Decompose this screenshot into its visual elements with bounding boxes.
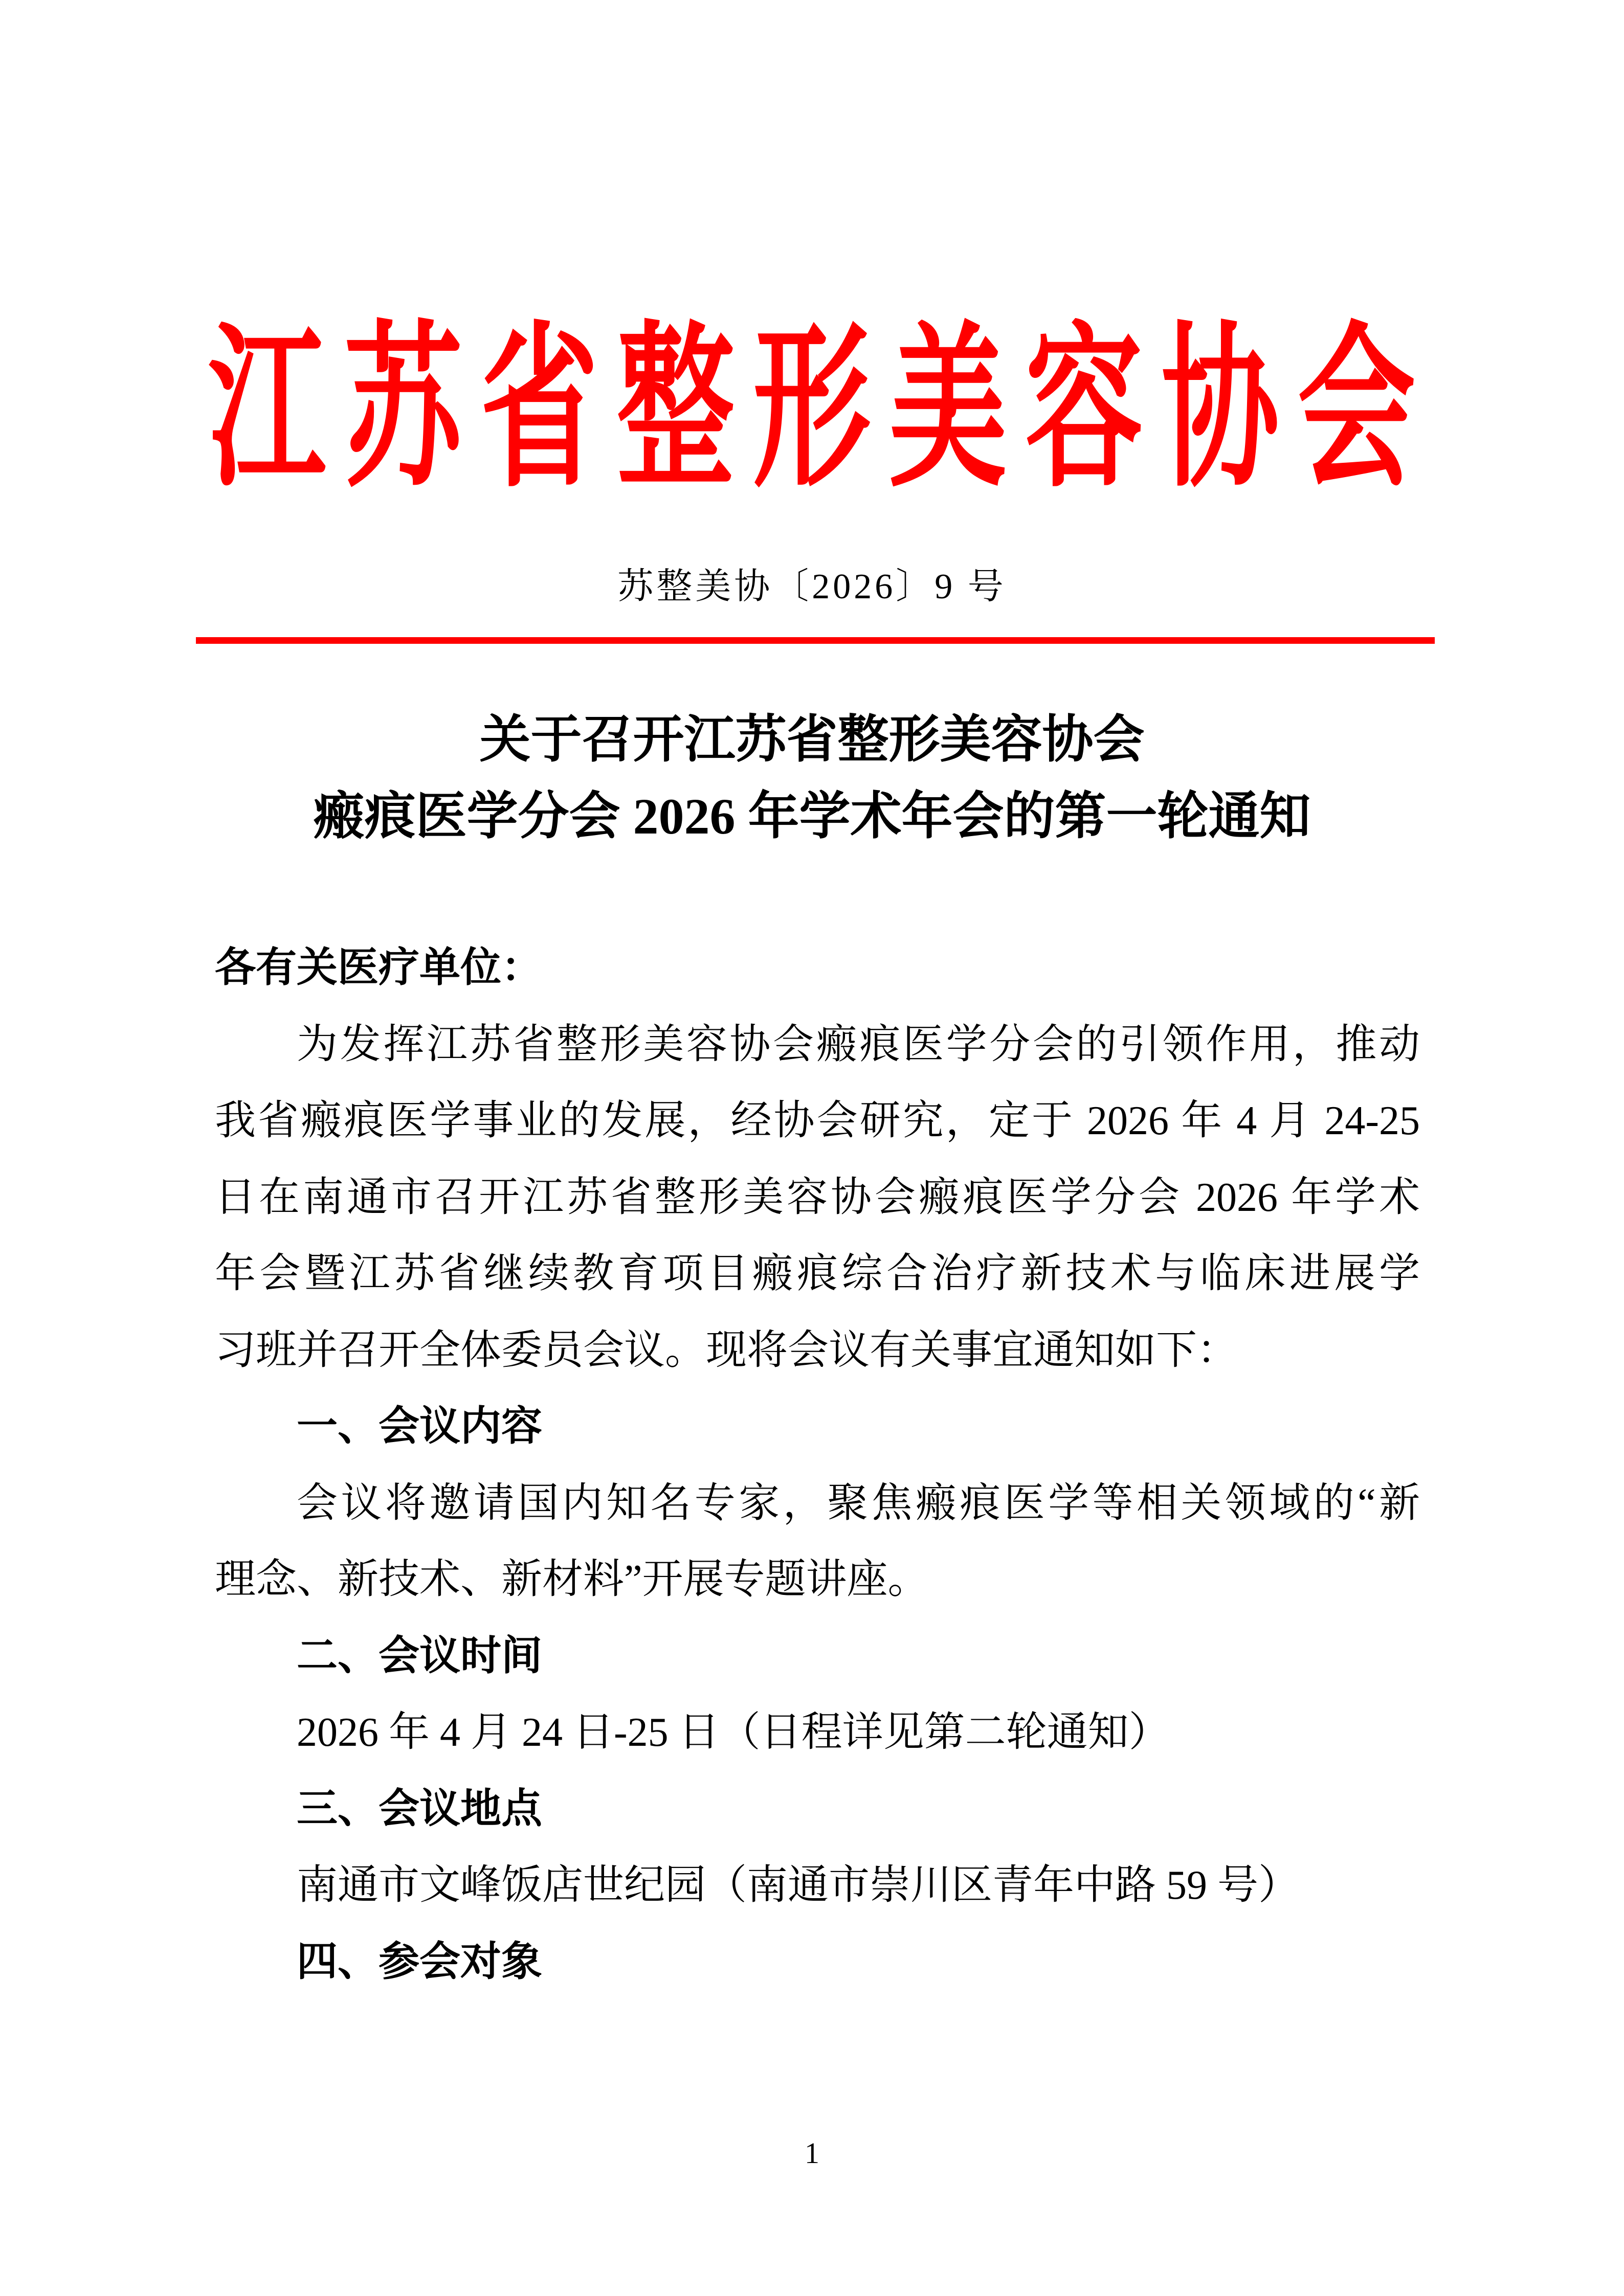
paragraph-line: 为发挥江苏省整形美容协会瘢痕医学分会的引领作用，推动 xyxy=(297,1022,1420,1067)
document-body xyxy=(215,930,1420,2000)
section-heading: 一、会议内容 xyxy=(297,1404,542,1449)
red-divider-line xyxy=(196,637,1435,644)
notice-title-line-2: 瘢痕医学分会 2026 年学术年会的第一轮通知 xyxy=(313,788,1311,845)
section-heading: 二、会议时间 xyxy=(297,1633,542,1679)
paragraph-line: 日在南通市召开江苏省整形美容协会瘢痕医学分会 2026 年学术 xyxy=(215,1175,1420,1220)
paragraph-line: 南通市文峰饭店世纪园（南通市崇川区青年中路 59 号） xyxy=(297,1863,1299,1908)
paragraph-line: 习班并召开全体委员会议。现将会议有关事宜通知如下： xyxy=(215,1327,1238,1373)
paragraph-line: 理念、新技术、新材料”开展专题讲座。 xyxy=(215,1557,929,1602)
notice-title xyxy=(0,702,1624,855)
doc-number: 苏整美协〔2026〕9 号 xyxy=(617,567,1007,606)
paragraph-line: 2026 年 4 月 24 日-25 日（日程详见第二轮通知） xyxy=(297,1710,1170,1755)
page-number: 1 xyxy=(805,2136,819,2170)
section-heading: 四、参会对象 xyxy=(297,1939,542,1985)
paragraph-line: 我省瘢痕医学事业的发展，经协会研究，定于 2026 年 4 月 24-25 xyxy=(215,1098,1420,1143)
org-title: 江苏省整形美容协会 xyxy=(208,312,1415,508)
paragraph-line: 会议将邀请国内知名专家，聚焦瘢痕医学等相关领域的“新 xyxy=(297,1480,1420,1526)
notice-title-line-1: 关于召开江苏省整形美容协会 xyxy=(479,711,1145,768)
salutation: 各有关医疗单位： xyxy=(215,946,542,991)
paragraph-line: 年会暨江苏省继续教育项目瘢痕综合治疗新技术与临床进展学 xyxy=(215,1251,1420,1296)
section-heading: 三、会议地点 xyxy=(297,1786,542,1832)
